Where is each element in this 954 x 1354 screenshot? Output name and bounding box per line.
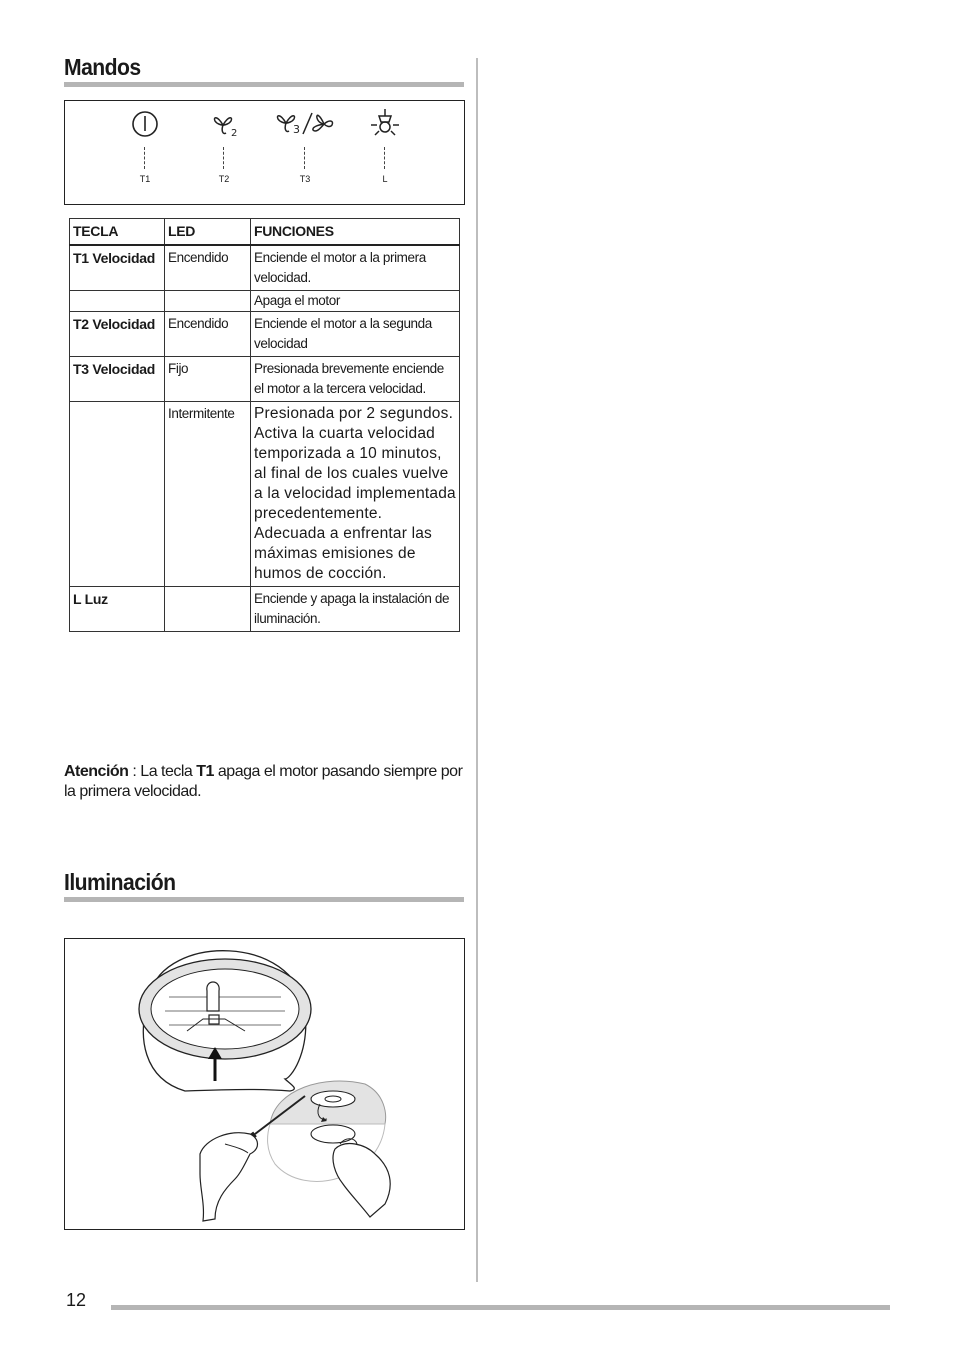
section-rule-iluminacion (64, 897, 464, 902)
control-label-l: L (382, 174, 388, 184)
cell-tecla (70, 291, 165, 312)
column-divider (476, 58, 478, 1282)
cell-led: Encendido (165, 312, 251, 357)
control-panel-diagram (64, 100, 465, 205)
fan-speed-2-icon (205, 109, 245, 144)
cell-led: Encendido (165, 245, 251, 291)
table-row (70, 312, 460, 357)
section-rule-mandos (64, 82, 464, 87)
connector-t2 (223, 147, 224, 169)
footer-rule (111, 1305, 890, 1310)
table-header-row (70, 219, 460, 246)
page-number: 12 (66, 1290, 87, 1310)
cell-funcion: Apaga el motor (251, 291, 460, 312)
table-row (70, 587, 460, 632)
cell-funcion: Enciende y apaga la instalación de iluminación. (251, 587, 460, 632)
connector-t3 (304, 147, 305, 169)
cell-tecla (70, 402, 165, 587)
power-icon (125, 109, 165, 144)
cell-led (165, 587, 251, 632)
cell-tecla: T2 Velocidad (70, 312, 165, 357)
connector-l (384, 147, 385, 169)
cell-funcion: Enciende el motor a la segunda velocidad (251, 312, 460, 357)
cell-tecla: T1 Velocidad (70, 245, 165, 291)
cell-funcion: Enciende el motor a la primera velocidad. (251, 245, 460, 291)
svg-text:3: 3 (293, 123, 300, 136)
section-title-iluminacion: Iluminación (64, 869, 176, 895)
table-row (70, 291, 460, 312)
header-led: LED (165, 219, 251, 246)
table-row (70, 402, 460, 587)
lamp-replacement-illustration (64, 938, 465, 1230)
cell-led: Fijo (165, 357, 251, 402)
lamp-illustration-svg (65, 939, 464, 1229)
header-tecla: TECLA (70, 219, 165, 246)
cell-led: Intermitente (165, 402, 251, 587)
note-label: Atención (64, 763, 129, 780)
note-text: apaga el motor pasando siempre por la primera velocidad. (64, 763, 463, 800)
control-label-t3: T3 (299, 174, 311, 184)
cell-tecla: T3 Velocidad (70, 357, 165, 402)
connector-t1 (144, 147, 145, 169)
control-label-t2: T2 (218, 174, 230, 184)
section-title-mandos: Mandos (64, 54, 141, 80)
note-key: T1 (196, 763, 214, 780)
header-funciones: FUNCIONES (251, 219, 460, 246)
cell-tecla: L Luz (70, 587, 165, 632)
control-label-t1: T1 (139, 174, 151, 184)
cell-led (165, 291, 251, 312)
table-row (70, 357, 460, 402)
svg-text:2: 2 (231, 128, 238, 139)
light-icon (365, 107, 405, 144)
functions-table (69, 218, 460, 632)
attention-note (64, 762, 464, 802)
cell-funcion: Presionada por 2 segundos. Activa la cuarta velocidad temporizada a 10 minutos, al final de los cuales vuelve a la velocidad implementada precedentemente. Adecuada a enfrentar las máximas emisiones de humos de cocción. (251, 402, 460, 587)
fan-speed-3-icon (269, 107, 341, 144)
cell-funcion: Presionada brevemente enciende el motor a la tercera velocidad. (251, 357, 460, 402)
table-row (70, 245, 460, 291)
note-sep: : La tecla (128, 763, 197, 780)
